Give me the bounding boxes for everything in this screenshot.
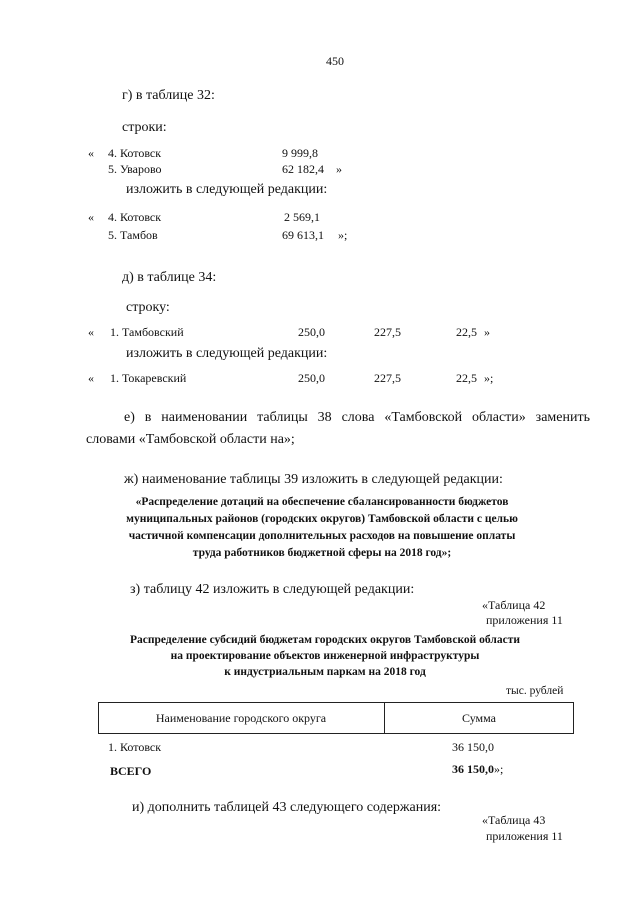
section-d-heading: д) в таблице 34:: [122, 270, 217, 285]
close-quote: »;: [484, 371, 494, 385]
close-quote: »;: [494, 762, 504, 776]
section-i-heading: и) дополнить таблицей 43 следующего содержания:: [132, 800, 442, 815]
open-quote: «: [88, 146, 94, 160]
region-value: 62 182,4: [282, 162, 324, 176]
open-quote: «: [88, 371, 94, 385]
district-value-2: 227,5: [374, 371, 401, 385]
open-quote: «: [88, 210, 94, 224]
district-value-2: 227,5: [374, 325, 401, 339]
total-value: [452, 762, 503, 777]
section-g-rows-label: строки:: [122, 120, 167, 135]
section-zh-heading: ж) наименование таблицы 39 изложить в следующей редакции:: [124, 472, 503, 487]
region-value: 9 999,8: [282, 146, 318, 160]
district-value-1: 250,0: [298, 325, 325, 339]
table-top-border: [98, 702, 574, 703]
district-value-3: 22,5: [456, 325, 477, 339]
region-name: 4. Котовск: [108, 146, 162, 160]
section-d-row-label: строку:: [126, 300, 170, 315]
total-sum: 36 150,0: [452, 762, 494, 776]
column-header-sum: Сумма: [462, 711, 496, 725]
section-e-line-2: словами «Тамбовской области на»;: [86, 432, 295, 447]
close-quote: »;: [338, 228, 348, 242]
district-name: 1. Токаревский: [110, 371, 187, 385]
units-label: тыс. рублей: [506, 685, 564, 697]
district-value-1: 250,0: [298, 371, 325, 385]
table-39-title-line: муниципальных районов (городских округов) Тамбовской области с целью: [126, 513, 518, 525]
table-39-title-line: частичной компенсации дополнительных расходов на повышение оплаты: [128, 530, 516, 542]
region-name: 4. Котовск: [108, 210, 162, 224]
district-name: 1. Тамбовский: [110, 325, 184, 339]
column-header-name: Наименование городского округа: [155, 711, 327, 725]
region-name: 5. Тамбов: [108, 228, 158, 242]
region-name: 5. Уварово: [108, 162, 162, 176]
table-42-title-line: на проектирование объектов инженерной инфраструктуры: [170, 650, 480, 662]
close-quote: »: [336, 162, 342, 176]
total-label: ВСЕГО: [110, 764, 152, 778]
section-d-replace-label: изложить в следующей редакции:: [126, 346, 328, 361]
table-43-reference: «Таблица 43: [482, 813, 546, 827]
section-z-heading: з) таблицу 42 изложить в следующей редакции:: [130, 582, 415, 597]
table-43-appendix: приложения 11: [486, 829, 563, 843]
close-quote: »: [484, 325, 490, 339]
table-42-appendix: приложения 11: [486, 613, 563, 627]
table-39-title-line: «Распределение дотаций на обеспечение сбалансированности бюджетов: [135, 496, 509, 508]
district-value-3: 22,5: [456, 371, 477, 385]
table-39-title-line: труда работников бюджетной сферы на 2018 год»;: [192, 547, 452, 559]
section-g-replace-label: изложить в следующей редакции:: [126, 182, 328, 197]
open-quote: «: [88, 325, 94, 339]
section-g-heading: г) в таблице 32:: [122, 88, 215, 103]
page-number: 450: [326, 54, 344, 68]
table-bottom-border: [98, 733, 574, 734]
table-42-reference: «Таблица 42: [482, 598, 546, 612]
table-42-title-line: к индустриальным паркам на 2018 год: [224, 666, 426, 678]
table-row-name: 1. Котовск: [108, 740, 162, 754]
region-value: 69 613,1: [282, 228, 324, 242]
section-e-line-1: е) в наименовании таблицы 38 слова «Тамбовской области» заменить: [124, 410, 590, 425]
table-42-title-line: Распределение субсидий бюджетам городских округов Тамбовской области: [130, 634, 520, 646]
region-value: 2 569,1: [284, 210, 320, 224]
table-row-sum: 36 150,0: [452, 740, 494, 754]
